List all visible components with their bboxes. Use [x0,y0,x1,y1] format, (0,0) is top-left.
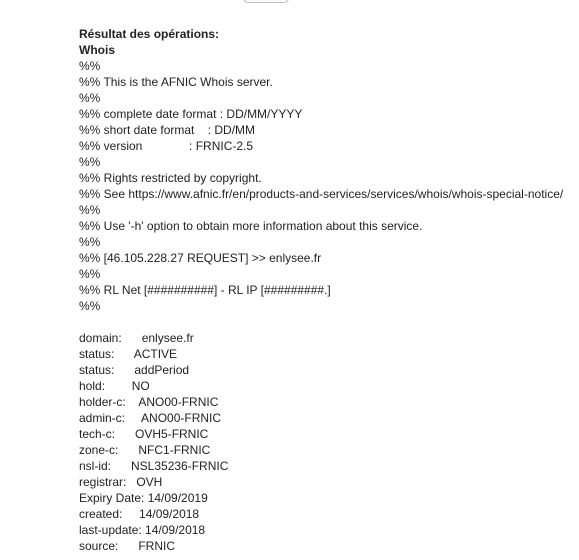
record-line-created: created: 14/09/2018 [79,507,200,521]
comment-line: %% [46.105.228.27 REQUEST] >> enlysee.fr [79,251,322,265]
comment-line: %% [79,59,101,73]
blank-line [79,314,575,330]
top-tab-button[interactable] [243,0,289,3]
whois-result-panel [79,26,575,554]
record-line-holder-c: holder-c: ANO00-FRNIC [79,395,219,409]
record-line-registrar: registrar: OVH [79,475,163,489]
page-title: Résultat des opérations: [79,27,220,41]
whois-comments [79,58,575,314]
comment-line: %% [79,155,101,169]
record-line-hold: hold: NO [79,379,150,393]
comment-line: %% RL Net [##########] - RL IP [#########.] [79,283,331,297]
comment-line: %% [79,235,101,249]
record-line-status: status: ACTIVE [79,347,178,361]
record-line-tech-c: tech-c: OVH5-FRNIC [79,427,209,441]
comment-line: %% [79,203,101,217]
record-line-expiry-date: Expiry Date: 14/09/2019 [79,491,208,505]
record-line-source: source: FRNIC [79,539,176,553]
section-title-whois: Whois [79,43,115,57]
record-line-zone-c: zone-c: NFC1-FRNIC [79,443,211,457]
comment-line: %% See https://www.afnic.fr/en/products-and-services/services/whois/whois-special-notice/ [79,187,564,201]
record-line-status: status: addPeriod [79,363,190,377]
record-line-domain: domain: enlysee.fr [79,331,194,345]
comment-line: %% [79,91,101,105]
comment-line: %% version : FRNIC-2.5 [79,139,254,153]
comment-line: %% short date format : DD/MM [79,123,256,137]
comment-line: %% complete date format : DD/MM/YYYY [79,107,303,121]
whois-record [79,330,575,554]
comment-line: %% [79,299,101,313]
record-line-admin-c: admin-c: ANO00-FRNIC [79,411,222,425]
record-line-last-update: last-update: 14/09/2018 [79,523,206,537]
comment-line: %% This is the AFNIC Whois server. [79,75,273,89]
comment-line: %% Use '-h' option to obtain more information about this service. [79,219,423,233]
comment-line: %% [79,267,101,281]
record-line-nsl-id: nsl-id: NSL35236-FRNIC [79,459,229,473]
comment-line: %% Rights restricted by copyright. [79,171,262,185]
